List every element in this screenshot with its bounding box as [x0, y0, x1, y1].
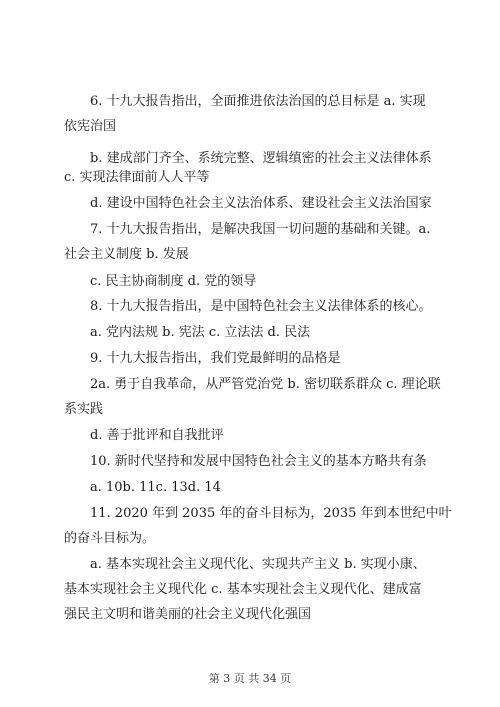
text-line: a. 党内法规 b. 宪法 c. 立法法 d. 民法: [90, 325, 311, 340]
text-line: 强民主文明和谐美丽的社会主义现代化强国: [64, 607, 312, 622]
text-line: d. 善于批评和自我批评: [90, 428, 224, 443]
text-line: 依宪治国: [64, 119, 117, 134]
text-line: 7. 十九大报告指出，是解决我国一切问题的基础和关键。a.: [90, 222, 431, 237]
text-line: b. 建成部门齐全、系统完整、逻辑缜密的社会主义法律体系: [90, 151, 432, 166]
text-line: 2a. 勇于自我革命，从严管党治党 b. 密切联系群众 c. 理论联: [90, 377, 441, 392]
text-line: d. 建设中国特色社会主义法治体系、建设社会主义法治国家: [90, 196, 432, 211]
text-line: 8. 十九大报告指出，是中国特色社会主义法律体系的核心。: [90, 299, 432, 314]
page-footer: 第 3 页 共 34 页: [208, 672, 292, 685]
text-line: a. 10b. 11c. 13d. 14: [90, 480, 221, 495]
text-line: 基本实现社会主义现代化 c. 基本实现社会主义现代化、建成富: [64, 582, 422, 597]
text-line: 10. 新时代坚持和发展中国特色社会主义的基本方略共有条: [90, 454, 427, 469]
text-line: 9. 十九大报告指出，我们党最鲜明的品格是: [90, 351, 341, 366]
text-line: c. 实现法律面前人人平等: [64, 170, 210, 185]
text-line: a. 基本实现社会主义现代化、实现共产主义 b. 实现小康、: [90, 557, 426, 572]
text-line: 6. 十九大报告指出，全面推进依法治国的总目标是 a. 实现: [90, 94, 426, 109]
text-line: 的奋斗目标为。: [64, 531, 156, 546]
text-line: 11. 2020 年到 2035 年的奋斗目标为，2035 年到本世纪中叶: [90, 506, 452, 521]
text-line: c. 民主协商制度 d. 党的领导: [90, 274, 257, 289]
text-line: 系实践: [64, 402, 104, 417]
text-line: 社会主义制度 b. 发展: [64, 247, 189, 262]
